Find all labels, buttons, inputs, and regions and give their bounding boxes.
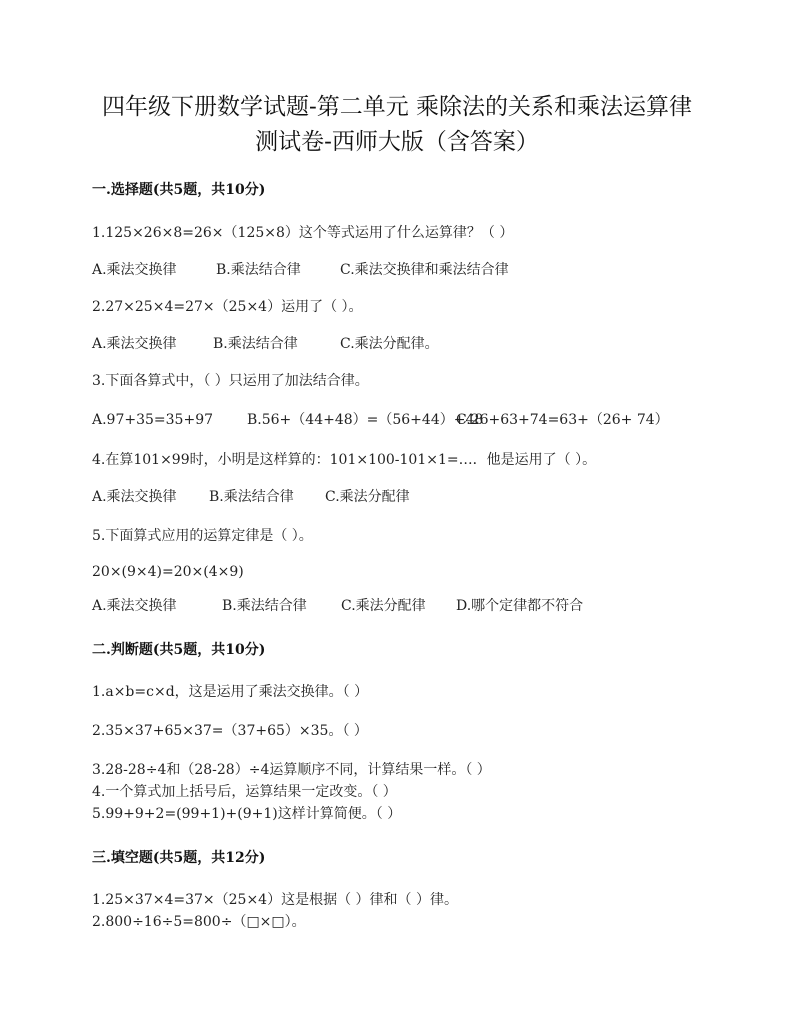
choice-q5-option-c: C.乘法分配律 (341, 598, 426, 614)
choice-question-3: 3.下面各算式中，（ ）只运用了加法结合律。 (92, 373, 369, 389)
choice-q1-option-a: A.乘法交换律 (92, 262, 177, 278)
judge-item-1: 1.a×b=c×d，这是运用了乘法交换律。（ ） (92, 684, 369, 700)
judge-item-4: 4.一个算式加上括号后，运算结果一定改变。（ ） (92, 784, 397, 800)
choice-q2-option-b: B.乘法结合律 (213, 336, 298, 352)
judge-item-5: 5.99+9+2=(99+1)+(9+1)这样计算简便。（ ） (92, 806, 402, 822)
choice-q4-option-b: B.乘法结合律 (209, 489, 294, 505)
choice-question-1: 1.125×26×8=26×（125×8）这个等式运用了什么运算律？（ ） (92, 225, 514, 241)
choice-q2-option-c: C.乘法分配律。 (340, 336, 439, 352)
choice-q5-option-d: D.哪个定律都不符合 (456, 598, 584, 614)
page-title-line-2: 测试卷-西师大版（含答案） (255, 129, 539, 155)
choice-q5-option-b: B.乘法结合律 (222, 598, 307, 614)
choice-question-2: 2.27×25×4=27×（25×4）运用了（ ）。 (92, 299, 363, 315)
judge-item-2: 2.35×37+65×37=（37+65）×35。（ ） (92, 723, 368, 739)
choice-question-5-expression: 20×(9×4)=20×(4×9) (92, 564, 244, 580)
choice-question-4: 4.在算101×99时，小明是这样算的：101×100-101×1=…．他是运用了（ ）。 (92, 452, 597, 468)
choice-q4-option-c: C.乘法分配律 (325, 489, 410, 505)
section-heading-judge: 二.判断题(共5题，共10分) (92, 642, 266, 658)
fill-item-1: 1.25×37×4=37×（25×4）这是根据（ ）律和（ ）律。 (92, 892, 458, 908)
fill-item-2: 2.800÷16÷5=800÷（□×□）。 (92, 914, 306, 930)
choice-q3-option-b: B.56+（44+48）=（56+44）+48 (247, 412, 484, 428)
choice-q4-option-a: A.乘法交换律 (92, 489, 177, 505)
choice-q1-option-c: C.乘法交换律和乘法结合律 (340, 262, 509, 278)
judge-item-3: 3.28-28÷4和（28-28）÷4运算顺序不同，计算结果一样。（ ） (92, 762, 491, 778)
choice-q3-option-c: C.26+63+74=63+（26+ 74） (456, 412, 669, 428)
choice-q3-option-a: A.97+35=35+97 (92, 412, 214, 428)
choice-q2-option-a: A.乘法交换律 (92, 336, 177, 352)
choice-q1-option-b: B.乘法结合律 (216, 262, 301, 278)
section-heading-fill: 三.填空题(共5题，共12分) (92, 850, 266, 866)
section-heading-choice: 一.选择题(共5题，共10分) (92, 182, 266, 198)
choice-q5-option-a: A.乘法交换律 (92, 598, 177, 614)
choice-question-5: 5.下面算式应用的运算定律是（ ）。 (92, 528, 313, 544)
page-title-line-1: 四年级下册数学试题-第二单元 乘除法的关系和乘法运算律 (101, 94, 693, 120)
